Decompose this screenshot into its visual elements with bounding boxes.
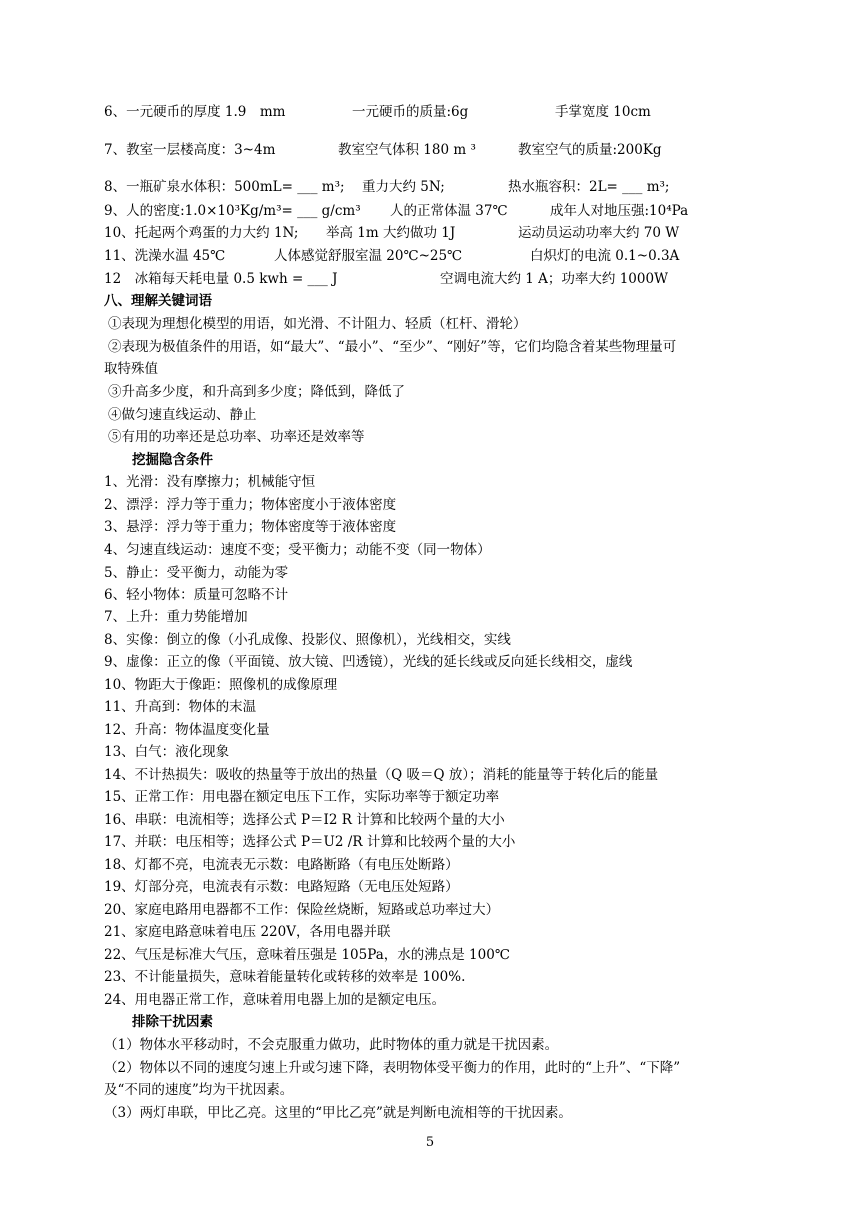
hidden-condition-item: 22、气压是标准大气压，意味着压强是 105Pa，水的沸点是 100℃ bbox=[104, 947, 510, 963]
fact-bulb-current: 白炽灯的电流 0.1~0.3A bbox=[530, 248, 680, 264]
interference-item-3: （3）两灯串联，甲比乙亮。这里的“甲比乙亮”就是判断电流相等的干扰因素。 bbox=[104, 1105, 572, 1121]
fact-fridge-energy: 12 冰箱每天耗电量 0.5 kwh = ___ J bbox=[104, 271, 338, 287]
fact-line-12 bbox=[0, 268, 860, 290]
hidden-condition-item: 6、轻小物体：质量可忽略不计 bbox=[104, 587, 289, 603]
hidden-condition-item: 3、悬浮：浮力等于重力；物体密度等于液体密度 bbox=[104, 519, 397, 535]
hidden-condition-item: 16、串联：电流相等；选择公式 P＝I2 R 计算和比较两个量的大小 bbox=[104, 812, 505, 828]
page-number: 5 bbox=[425, 1135, 435, 1150]
fact-coin-mass: 一元硬币的质量:6g bbox=[352, 104, 469, 120]
hidden-condition-item: 21、家庭电路意味着电压 220V，各用电器并联 bbox=[104, 924, 391, 940]
fact-line-7 bbox=[0, 139, 860, 161]
keyword-item-2: ②表现为极值条件的用语，如“最大”、“最小”、“至少”、“刚好”等，它们均隐含着某些物理量可 bbox=[108, 339, 677, 355]
fact-air-mass: 教室空气的质量:200Kg bbox=[518, 142, 662, 158]
keyword-item-5: ⑤有用的功率还是总功率、功率还是效率等 bbox=[108, 429, 365, 445]
fact-ground-pressure: 成年人对地压强:10⁴Pa bbox=[550, 203, 689, 219]
hidden-condition-item: 17、并联：电压相等；选择公式 P＝U2 /R 计算和比较两个量的大小 bbox=[104, 834, 516, 850]
fact-two-eggs: 10、托起两个鸡蛋的力大约 1N; bbox=[104, 225, 299, 241]
hidden-condition-item: 15、正常工作：用电器在额定电压下工作，实际功率等于额定功率 bbox=[104, 789, 500, 805]
hidden-condition-item: 13、白气：液化现象 bbox=[104, 744, 230, 760]
fact-room-temp: 人体感觉舒服室温 20℃~25℃ bbox=[274, 248, 463, 264]
hidden-condition-item: 18、灯都不亮，电流表无示数：电路断路（有电压处断路） bbox=[104, 857, 459, 873]
fact-bath-water: 11、洗澡水温 45℃ bbox=[104, 248, 226, 264]
fact-air-volume: 教室空气体积 180 m ³ bbox=[338, 142, 476, 158]
hidden-condition-item: 10、物距大于像距：照像机的成像原理 bbox=[104, 677, 338, 693]
fact-lift-work: 举高 1m 大约做功 1J bbox=[326, 225, 456, 241]
hidden-condition-item: 4、匀速直线运动：速度不变；受平衡力；动能不变（同一物体） bbox=[104, 542, 491, 558]
section-heading-hidden-conditions: 挖掘隐含条件 bbox=[132, 452, 213, 468]
fact-palm-width: 手掌宽度 10cm bbox=[555, 104, 651, 120]
hidden-condition-item: 12、升高：物体温度变化量 bbox=[104, 722, 270, 738]
hidden-condition-item: 11、升高到：物体的末温 bbox=[104, 699, 257, 715]
hidden-condition-item: 8、实像：倒立的像（小孔成像、投影仪、照像机），光线相交，实线 bbox=[104, 632, 511, 648]
fact-line-10 bbox=[0, 222, 860, 244]
fact-line-9 bbox=[0, 200, 860, 222]
fact-body-temp: 人的正常体温 37℃ bbox=[390, 203, 508, 219]
interference-item-1: （1）物体水平移动时，不会克服重力做功，此时物体的重力就是干扰因素。 bbox=[104, 1037, 559, 1053]
hidden-condition-item: 9、虚像：正立的像（平面镜、放大镜、凹透镜），光线的延长线或反向延长线相交，虚线 bbox=[104, 654, 633, 670]
fact-line-11 bbox=[0, 245, 860, 267]
keyword-item-1: ①表现为理想化模型的用语，如光滑、不计阻力、轻质（杠杆、滑轮） bbox=[108, 316, 527, 332]
fact-athlete-power: 运动员运动功率大约 70 W bbox=[518, 225, 680, 241]
section-heading-interference: 排除干扰因素 bbox=[132, 1014, 213, 1030]
fact-floor-height: 7、教室一层楼高度：3~4m bbox=[104, 142, 276, 158]
fact-line-6 bbox=[0, 101, 860, 123]
interference-item-2-cont: 及“不同的速度”均为干扰因素。 bbox=[104, 1082, 294, 1098]
keyword-item-2-cont: 取特殊值 bbox=[104, 361, 158, 377]
hidden-condition-item: 5、静止：受平衡力，动能为零 bbox=[104, 565, 289, 581]
fact-aircon: 空调电流大约 1 A；功率大约 1000W bbox=[440, 271, 668, 287]
interference-item-2: （2）物体以不同的速度匀速上升或匀速下降，表明物体受平衡力的作用，此时的“上升”、“下降” bbox=[104, 1060, 681, 1076]
hidden-condition-item: 23、不计能量损失，意味着能量转化或转移的效率是 100%. bbox=[104, 969, 466, 985]
hidden-condition-item: 1、光滑：没有摩擦力；机械能守恒 bbox=[104, 474, 316, 490]
hidden-condition-item: 14、不计热损失：吸收的热量等于放出的热量（Q 吸＝Q 放）；消耗的能量等于转化后的能量 bbox=[104, 767, 659, 783]
keyword-item-3: ③升高多少度，和升高到多少度；降低到，降低了 bbox=[108, 384, 405, 400]
section-heading-keywords: 八、理解关键词语 bbox=[104, 293, 212, 309]
fact-thermos-volume: 热水瓶容积：2L= ___ m³; bbox=[508, 179, 670, 195]
fact-human-density: 9、人的密度:1.0×10³Kg/m³= ___ g/cm³ bbox=[104, 203, 361, 219]
hidden-condition-item: 20、家庭电路用电器都不工作：保险丝烧断，短路或总功率过大） bbox=[104, 902, 500, 918]
keyword-item-4: ④做匀速直线运动、静止 bbox=[108, 407, 257, 423]
hidden-condition-item: 2、漂浮：浮力等于重力；物体密度小于液体密度 bbox=[104, 497, 397, 513]
fact-coin-thickness: 6、一元硬币的厚度 1.9 mm bbox=[104, 104, 286, 120]
fact-line-8 bbox=[0, 176, 860, 198]
fact-bottle-volume: 8、一瓶矿泉水体积：500mL= ___ m³; bbox=[104, 179, 345, 195]
fact-bottle-weight: 重力大约 5N; bbox=[362, 179, 445, 195]
hidden-condition-item: 19、灯部分亮，电流表有示数：电路短路（无电压处短路） bbox=[104, 879, 459, 895]
hidden-condition-item: 7、上升：重力势能增加 bbox=[104, 609, 248, 625]
hidden-condition-item: 24、用电器正常工作，意味着用电器上加的是额定电压。 bbox=[104, 992, 446, 1008]
